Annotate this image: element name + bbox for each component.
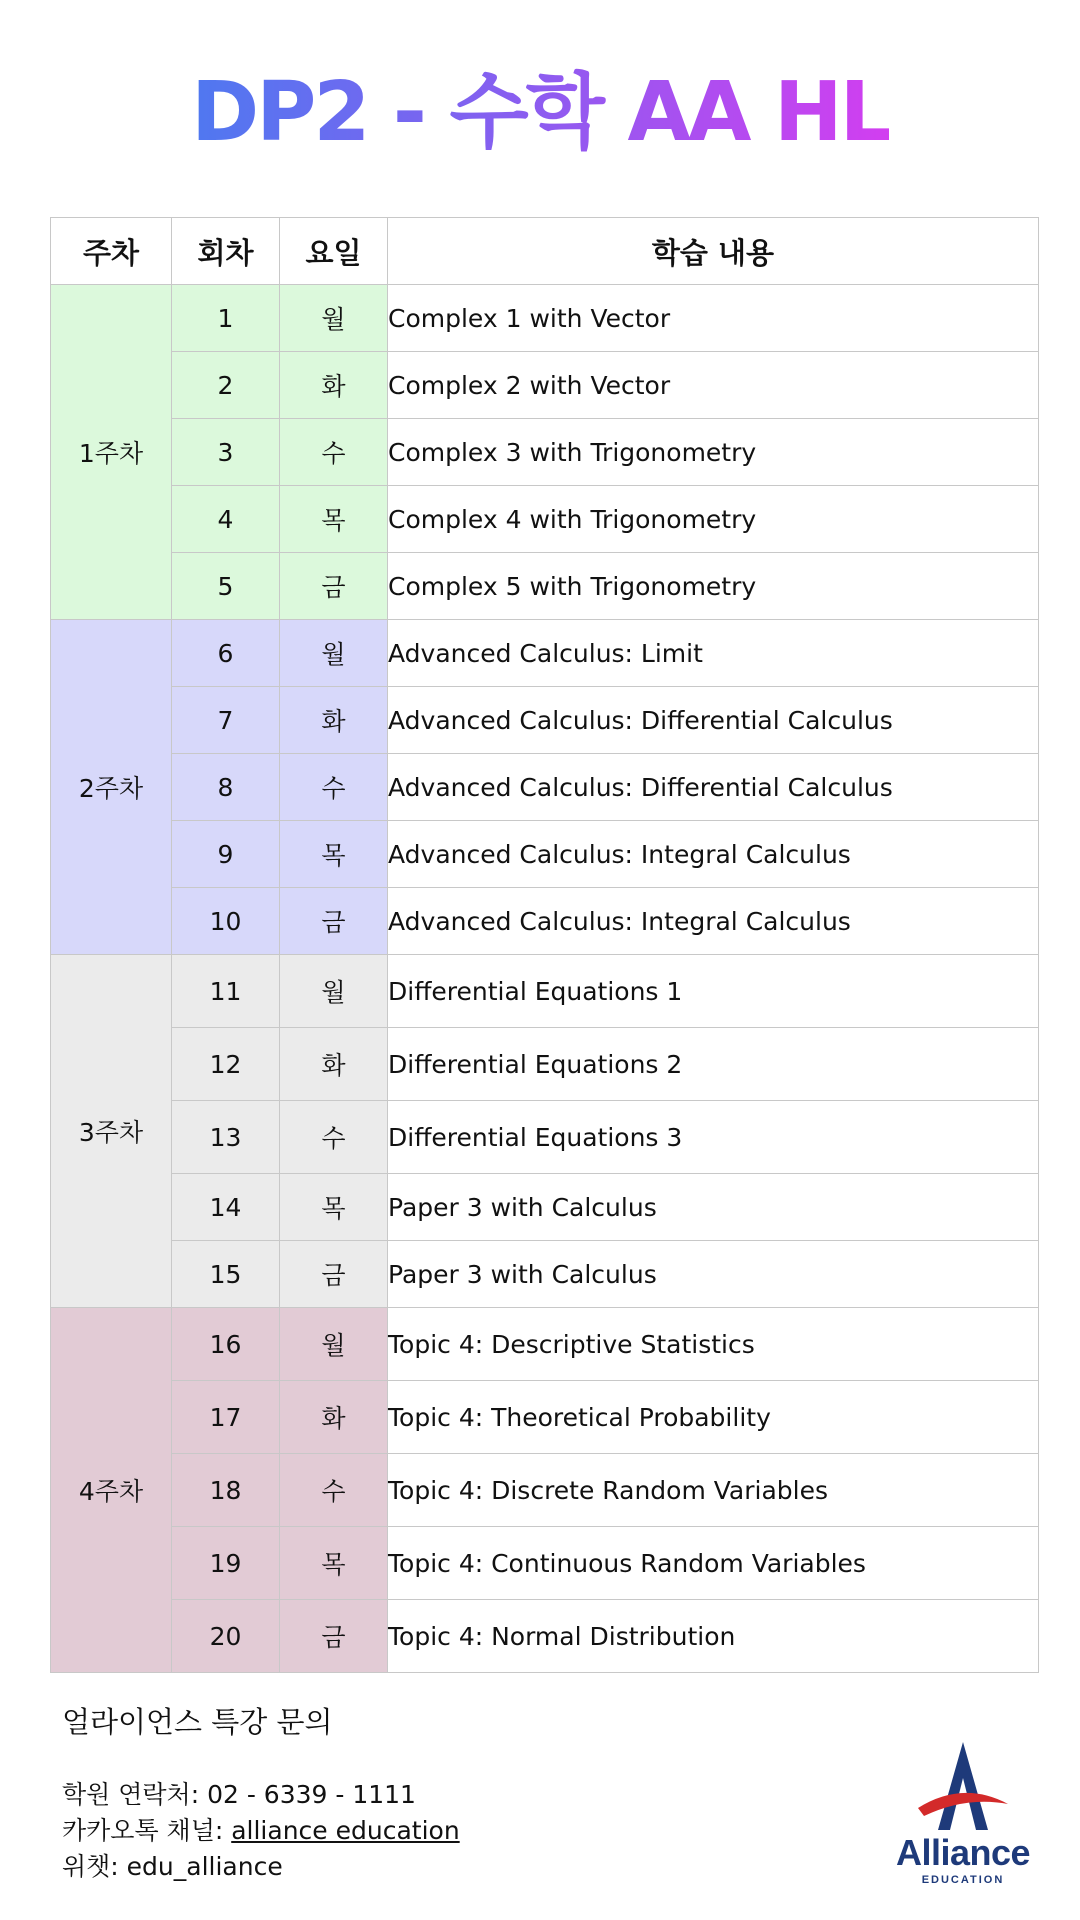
contact-kakao <box>62 1813 460 1849</box>
logo-sub-text: EDUCATION <box>921 1874 1005 1886</box>
session-number: 8 <box>172 754 280 821</box>
session-number: 19 <box>172 1527 280 1600</box>
contact-heading: 얼라이언스 특강 문의 <box>62 1705 333 1739</box>
alliance-logo-icon <box>888 1738 1038 1838</box>
alliance-logo <box>888 1738 1038 1888</box>
wechat-id: edu_alliance <box>126 1852 283 1881</box>
day-of-week: 화 <box>280 687 388 754</box>
session-number: 14 <box>172 1174 280 1241</box>
table-row <box>51 419 1039 486</box>
day-of-week: 목 <box>280 486 388 553</box>
session-number: 9 <box>172 821 280 888</box>
lesson-content: Complex 4 with Trigonometry <box>388 486 1039 553</box>
lesson-content: Paper 3 with Calculus <box>388 1174 1039 1241</box>
session-number: 1 <box>172 285 280 352</box>
table-row <box>51 821 1039 888</box>
contact-phone <box>62 1777 460 1813</box>
session-number: 4 <box>172 486 280 553</box>
lesson-content: Topic 4: Descriptive Statistics <box>388 1308 1039 1381</box>
header-session: 회차 <box>172 218 280 285</box>
lesson-content: Topic 4: Theoretical Probability <box>388 1381 1039 1454</box>
lesson-content: Advanced Calculus: Integral Calculus <box>388 888 1039 955</box>
week-label: 2주차 <box>51 620 172 955</box>
day-of-week: 수 <box>280 754 388 821</box>
session-number: 18 <box>172 1454 280 1527</box>
day-of-week: 월 <box>280 620 388 687</box>
table-row <box>51 1381 1039 1454</box>
session-number: 10 <box>172 888 280 955</box>
day-of-week: 화 <box>280 352 388 419</box>
day-of-week: 수 <box>280 1454 388 1527</box>
table-row <box>51 285 1039 352</box>
lesson-content: Complex 3 with Trigonometry <box>388 419 1039 486</box>
session-number: 17 <box>172 1381 280 1454</box>
day-of-week: 월 <box>280 955 388 1028</box>
week-label: 3주차 <box>51 955 172 1308</box>
day-of-week: 수 <box>280 1101 388 1174</box>
table-row <box>51 1028 1039 1101</box>
lesson-content: Differential Equations 2 <box>388 1028 1039 1101</box>
lesson-content: Topic 4: Normal Distribution <box>388 1600 1039 1673</box>
day-of-week: 목 <box>280 1174 388 1241</box>
day-of-week: 월 <box>280 285 388 352</box>
session-number: 7 <box>172 687 280 754</box>
page-title <box>0 65 1080 160</box>
lesson-content: Advanced Calculus: Integral Calculus <box>388 821 1039 888</box>
session-number: 6 <box>172 620 280 687</box>
day-of-week: 수 <box>280 419 388 486</box>
day-of-week: 금 <box>280 1241 388 1308</box>
day-of-week: 목 <box>280 821 388 888</box>
table-header-row <box>51 218 1039 285</box>
table-row <box>51 754 1039 821</box>
lesson-content: Advanced Calculus: Limit <box>388 620 1039 687</box>
lesson-content: Differential Equations 1 <box>388 955 1039 1028</box>
page-title-text: DP2 - 수학 AA HL <box>191 65 889 160</box>
table-row <box>51 1527 1039 1600</box>
week-label: 4주차 <box>51 1308 172 1673</box>
table-row <box>51 888 1039 955</box>
table-row <box>51 1600 1039 1673</box>
header-week: 주차 <box>51 218 172 285</box>
table-row <box>51 352 1039 419</box>
day-of-week: 월 <box>280 1308 388 1381</box>
table-row <box>51 620 1039 687</box>
table-row <box>51 687 1039 754</box>
session-number: 3 <box>172 419 280 486</box>
table-row <box>51 1241 1039 1308</box>
day-of-week: 화 <box>280 1381 388 1454</box>
lesson-content: Complex 1 with Vector <box>388 285 1039 352</box>
kakao-label: 카카오톡 채널: <box>62 1816 232 1845</box>
phone-number: 02 - 6339 - 1111 <box>207 1780 416 1809</box>
session-number: 11 <box>172 955 280 1028</box>
schedule-table <box>50 217 1039 1673</box>
kakao-channel-link[interactable]: alliance education <box>231 1816 460 1845</box>
table-row <box>51 955 1039 1028</box>
logo-brand-text: Alliance <box>895 1832 1031 1873</box>
session-number: 15 <box>172 1241 280 1308</box>
table-row <box>51 1101 1039 1174</box>
contact-info <box>62 1700 460 1885</box>
schedule-body <box>51 285 1039 1673</box>
table-row <box>51 1308 1039 1381</box>
session-number: 13 <box>172 1101 280 1174</box>
table-row <box>51 486 1039 553</box>
session-number: 20 <box>172 1600 280 1673</box>
session-number: 12 <box>172 1028 280 1101</box>
lesson-content: Complex 2 with Vector <box>388 352 1039 419</box>
header-day: 요일 <box>280 218 388 285</box>
contact-wechat <box>62 1849 460 1885</box>
table-row <box>51 1174 1039 1241</box>
table-row <box>51 553 1039 620</box>
header-content: 학습 내용 <box>388 218 1039 285</box>
day-of-week: 금 <box>280 888 388 955</box>
lesson-content: Paper 3 with Calculus <box>388 1241 1039 1308</box>
day-of-week: 목 <box>280 1527 388 1600</box>
day-of-week: 화 <box>280 1028 388 1101</box>
phone-label: 학원 연락처: <box>62 1780 208 1809</box>
table-row <box>51 1454 1039 1527</box>
lesson-content: Topic 4: Discrete Random Variables <box>388 1454 1039 1527</box>
lesson-content: Advanced Calculus: Differential Calculus <box>388 687 1039 754</box>
session-number: 5 <box>172 553 280 620</box>
session-number: 2 <box>172 352 280 419</box>
week-label: 1주차 <box>51 285 172 620</box>
day-of-week: 금 <box>280 553 388 620</box>
day-of-week: 금 <box>280 1600 388 1673</box>
session-number: 16 <box>172 1308 280 1381</box>
lesson-content: Topic 4: Continuous Random Variables <box>388 1527 1039 1600</box>
wechat-label: 위챗: <box>62 1852 127 1881</box>
lesson-content: Differential Equations 3 <box>388 1101 1039 1174</box>
lesson-content: Complex 5 with Trigonometry <box>388 553 1039 620</box>
lesson-content: Advanced Calculus: Differential Calculus <box>388 754 1039 821</box>
